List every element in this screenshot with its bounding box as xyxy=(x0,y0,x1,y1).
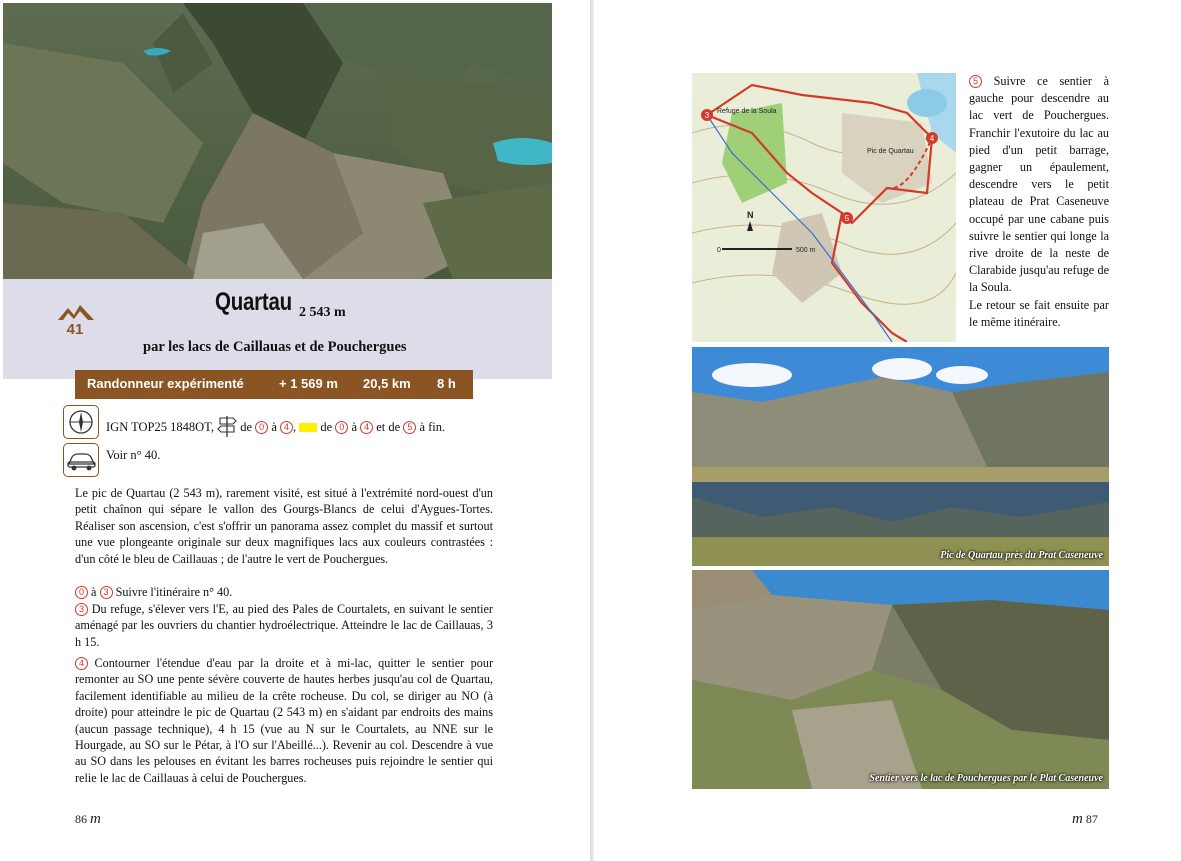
text-comma: , xyxy=(293,420,297,434)
lake-photo xyxy=(692,347,1109,566)
elevation-gain: + 1 569 m xyxy=(279,376,338,391)
signpost-icon xyxy=(217,414,237,438)
photo-caption: Sentier vers le lac de Pouchergues par le Plat Caseneuve xyxy=(869,773,1103,784)
intro-paragraph: Le pic de Quartau (2 543 m), rarement visité, est situé à l'extrémité nord-ouest d'un petit chaînon qui sépare le vallon des Gourgs-Blancs de celui d'Aygues-Tortes. Réaliser son ascension, c'est s'offrir un panorama assez complet du massif et surtout une vue plongeante originale sur deux magnifiques lacs aux couleurs contrastées : d'un côté le bleu de Caillauas ; de l'autre le vert de Pouchergues. xyxy=(75,486,493,566)
step-marker: 3 xyxy=(100,586,113,599)
step-marker: 0 xyxy=(75,586,88,599)
step-3 xyxy=(75,601,493,650)
folio-logo: m xyxy=(1072,811,1083,827)
text-a: à xyxy=(351,420,357,434)
page-number-right xyxy=(1072,811,1098,828)
photo-caption: Pic de Quartau près du Prat Caseneuve xyxy=(940,550,1103,561)
yellow-trail-marker xyxy=(299,423,317,432)
route-subtitle: par les lacs de Caillauas et de Pouchergues xyxy=(143,339,407,355)
map-marker-3: 3 xyxy=(704,111,710,120)
map-marker-5: 5 xyxy=(844,214,850,223)
text-a: à xyxy=(271,420,277,434)
text-de: de xyxy=(240,420,253,434)
mountain-hero-photo xyxy=(3,3,552,279)
map-label-refuge: Refuge de la Soula xyxy=(717,108,777,115)
text-a-fin: à fin. xyxy=(419,420,446,434)
step-text: Suivre l'itinéraire n° 40. xyxy=(115,585,233,599)
page-number: 87 xyxy=(1085,812,1098,826)
map-reference: IGN TOP25 1848OT, xyxy=(106,420,214,434)
folio-logo: m xyxy=(90,811,101,827)
topographic-map xyxy=(692,73,956,342)
step-marker: 4 xyxy=(75,657,88,670)
access-info: Voir n° 40. xyxy=(106,448,161,462)
text-de: de xyxy=(320,420,333,434)
map-compass-icon xyxy=(63,405,99,439)
step-5-text xyxy=(969,73,1109,331)
north-arrow-label: N xyxy=(747,210,754,220)
step-marker: 4 xyxy=(280,421,293,434)
map-label-pic: Pic de Quartau xyxy=(867,148,914,155)
step-marker: 0 xyxy=(335,421,348,434)
map-marker-4: 4 xyxy=(929,134,935,143)
step-0-3 xyxy=(75,584,493,600)
return-text: Le retour se fait ensuite par le même itinéraire. xyxy=(969,297,1109,329)
step-4 xyxy=(75,655,493,786)
scale-start: 0 xyxy=(717,247,721,254)
map-reference-line xyxy=(106,414,445,438)
distance: 20,5 km xyxy=(363,376,411,391)
stats-bar xyxy=(75,370,473,399)
difficulty-level: Randonneur expérimenté xyxy=(87,376,244,391)
valley-photo xyxy=(692,570,1109,789)
page-title: Quartau xyxy=(215,288,292,316)
page-number-left xyxy=(75,811,101,828)
step-text: Suivre ce sentier à gauche pour descendre au lac vert de Pouchergues. Franchir l'exutoire du lac au pied d'un petit barrage, gagner un épaulement, descendre vers le petit plateau de Prat Caseneuve occupé par une cabane puis suivre le sentier qui longe la rive droite de la neste de Clarabide jusqu'au refuge de la Soula. xyxy=(969,74,1109,295)
step-text: Du refuge, s'élever vers l'E, au pied des Pales de Courtalets, en suivant le sentier aménagé par les ouvriers du chantier hydroélectrique. Atteindre le lac de Caillauas, 3 h 15. xyxy=(75,602,493,649)
step-marker: 4 xyxy=(360,421,373,434)
car-icon xyxy=(63,443,99,477)
duration: 8 h xyxy=(437,376,456,391)
step-marker: 5 xyxy=(403,421,416,434)
step-marker: 5 xyxy=(969,75,982,88)
summit-altitude: 2 543 m xyxy=(299,305,346,320)
scale-end: 500 m xyxy=(796,247,816,254)
step-marker: 0 xyxy=(255,421,268,434)
page-number: 86 xyxy=(75,812,87,826)
text-a: à xyxy=(91,585,97,599)
text-et-de: et de xyxy=(376,420,401,434)
route-number: 41 xyxy=(66,321,84,338)
step-text: Contourner l'étendue d'eau par la droite et à mi-lac, quitter le sentier pour remonter au SO une pente sévère couverte de hautes herbes jusqu'au col de Quartau, facilement identifiable au milieu de la crête rocheuse. Du col, se diriger au NO (à droite) pour atteindre le pic de Quartau (2 543 m) en s'aidant par endroits des mains (aucun passage technique), 4 h 15 (vue au N sur le Courtalets, au NNE sur le Hourgade, au SO sur le Pétar, à l'O sur l'Abeillé...). Revenir au col. Descendre à vue au SO dans les pelouses en évitant les barres rocheuses puis rejoindre le sentier qui relie le lac de Caillauas à celui de Pouchergues. xyxy=(75,656,494,785)
step-marker: 3 xyxy=(75,603,88,616)
